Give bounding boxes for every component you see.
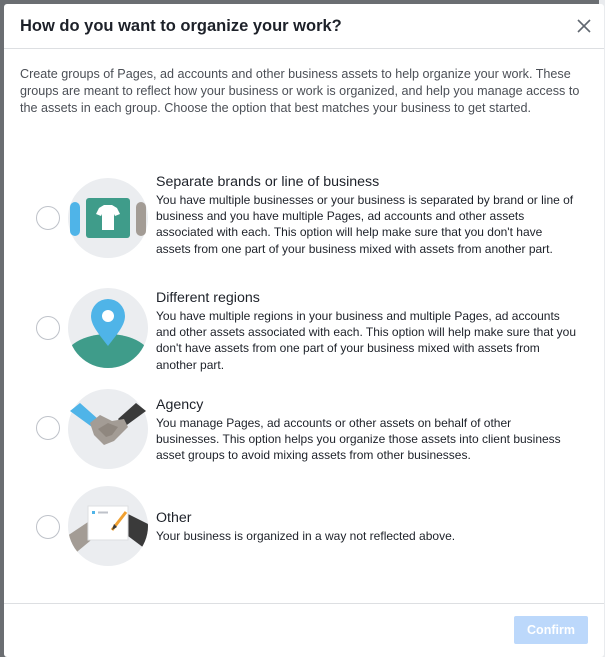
location-pin-icon — [68, 288, 148, 368]
confirm-button[interactable]: Confirm — [514, 616, 588, 644]
option-regions-description: You have multiple regions in your business and multiple Pages, ad accounts and other assets associated with each. This option will help make sure that you don't have assets from one part of your business mixed with assets from another part. — [156, 309, 577, 372]
dialog-footer — [4, 603, 604, 657]
dialog-intro: Create groups of Pages, ad accounts and other business assets to help organize your work. These groups are meant to reflect how your business or work is organized, and help you manage access to the assets in each group. Choose the option that best matches your business to get started. — [20, 67, 580, 115]
option-agency-description: You manage Pages, ad accounts or other assets on behalf of other businesses. This option helps you organize those assets into client business asset groups to avoid mixing assets from other businesses. — [156, 416, 561, 463]
option-agency-title: Agency — [156, 397, 204, 413]
radio-brands[interactable] — [36, 206, 60, 230]
dialog-title: How do you want to organize your work? — [20, 17, 342, 35]
shirt-brand-icon — [68, 178, 148, 258]
radio-other[interactable] — [36, 515, 60, 539]
radio-regions[interactable] — [36, 316, 60, 340]
close-icon — [574, 16, 594, 36]
writing-hand-icon — [68, 486, 148, 566]
illustration-brands — [68, 178, 148, 258]
option-other-description: Your business is organized in a way not reflected above. — [156, 529, 456, 543]
radio-agency[interactable] — [36, 416, 60, 440]
option-other-title: Other — [156, 510, 192, 526]
option-brands-text — [156, 174, 576, 257]
organize-work-dialog — [4, 4, 604, 657]
illustration-agency — [68, 389, 148, 469]
option-agency-text — [156, 397, 576, 464]
option-brands-title: Separate brands or line of business — [156, 174, 380, 190]
illustration-other — [68, 486, 148, 566]
close-button[interactable] — [574, 16, 594, 36]
option-regions-title: Different regions — [156, 290, 260, 306]
option-other-text — [156, 510, 576, 544]
dialog-header — [4, 4, 604, 49]
illustration-regions — [68, 288, 148, 368]
option-regions-text — [156, 290, 576, 373]
handshake-icon — [68, 389, 148, 469]
option-brands-description: You have multiple businesses or your business is separated by brand or line of business and you have multiple Pages, ad accounts and other assets associated with each. This option will help make sure that you don't have assets from one part of your business mixed with assets from another part. — [156, 193, 574, 256]
